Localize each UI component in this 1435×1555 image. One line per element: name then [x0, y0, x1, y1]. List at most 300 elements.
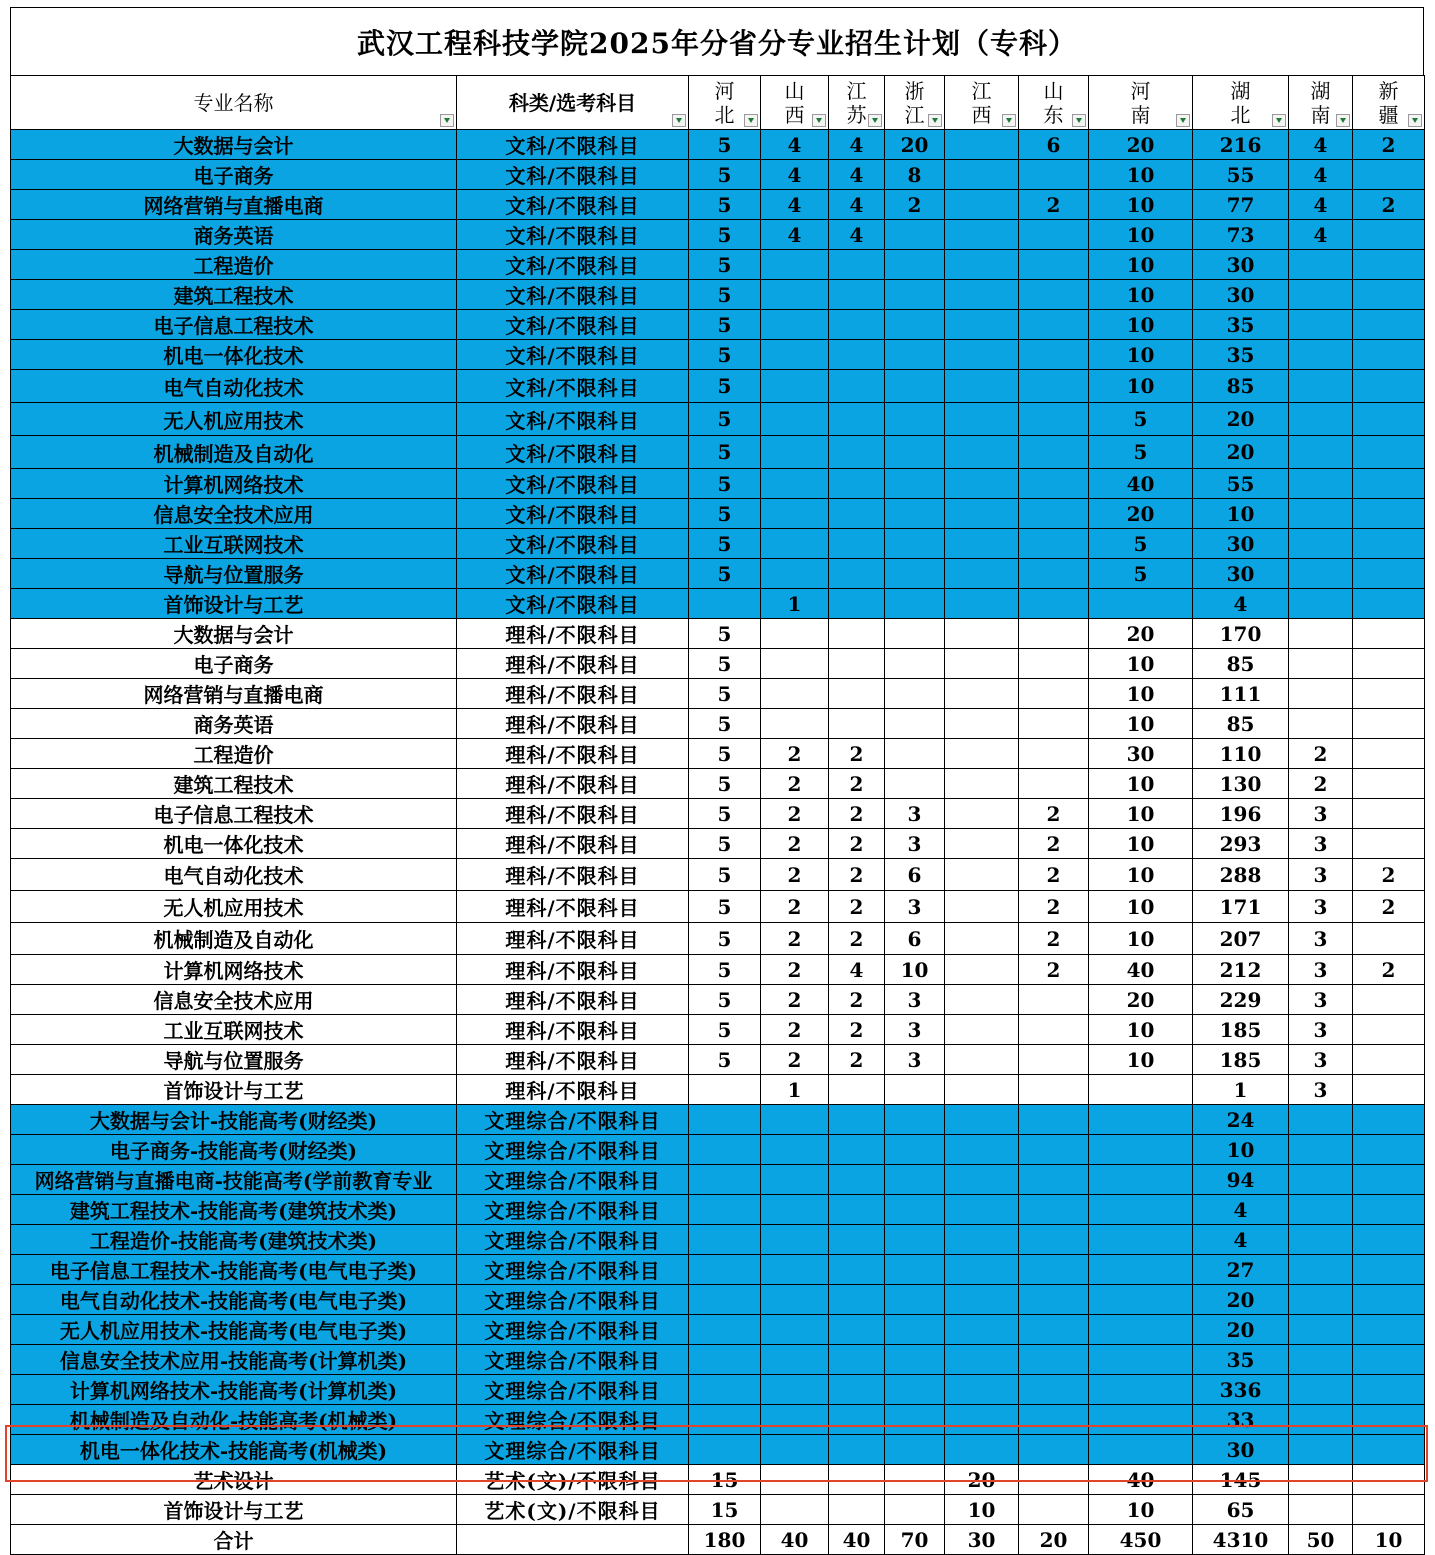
quota-cell[interactable]	[945, 280, 1019, 310]
quota-cell[interactable]: 40	[1089, 955, 1193, 985]
quota-cell[interactable]	[945, 709, 1019, 739]
quota-cell[interactable]	[885, 649, 945, 679]
category-cell[interactable]: 理科/不限科目	[457, 679, 689, 709]
quota-cell[interactable]: 2	[761, 859, 829, 891]
quota-cell[interactable]	[1289, 250, 1353, 280]
quota-cell[interactable]	[1089, 1135, 1193, 1165]
quota-cell[interactable]	[945, 403, 1019, 436]
quota-cell[interactable]	[1353, 985, 1425, 1015]
quota-cell[interactable]	[1353, 529, 1425, 559]
quota-cell[interactable]: 2	[829, 859, 885, 891]
quota-cell[interactable]: 5	[689, 340, 761, 370]
quota-cell[interactable]: 110	[1193, 739, 1289, 769]
quota-cell[interactable]	[689, 1345, 761, 1375]
quota-cell[interactable]	[945, 130, 1019, 160]
quota-cell[interactable]	[1019, 1105, 1089, 1135]
quota-cell[interactable]: 185	[1193, 1015, 1289, 1045]
quota-cell[interactable]	[1289, 1105, 1353, 1135]
quota-cell[interactable]	[829, 1135, 885, 1165]
quota-cell[interactable]: 5	[689, 859, 761, 891]
quota-cell[interactable]: 6	[885, 923, 945, 955]
quota-cell[interactable]	[1019, 679, 1089, 709]
quota-cell[interactable]: 216	[1193, 130, 1289, 160]
quota-cell[interactable]	[885, 1165, 945, 1195]
quota-cell[interactable]	[1353, 1255, 1425, 1285]
quota-cell[interactable]: 10	[1089, 1495, 1193, 1525]
quota-cell[interactable]: 293	[1193, 829, 1289, 859]
major-name-cell[interactable]: 电子商务	[11, 160, 457, 190]
quota-cell[interactable]	[885, 739, 945, 769]
quota-cell[interactable]: 77	[1193, 190, 1289, 220]
quota-cell[interactable]	[1089, 1105, 1193, 1135]
quota-cell[interactable]	[885, 340, 945, 370]
quota-cell[interactable]: 6	[1019, 130, 1089, 160]
quota-cell[interactable]: 10	[1193, 1135, 1289, 1165]
quota-cell[interactable]	[1019, 469, 1089, 499]
quota-cell[interactable]: 20	[945, 1465, 1019, 1495]
quota-cell[interactable]	[1353, 799, 1425, 829]
quota-cell[interactable]	[885, 1375, 945, 1405]
category-cell[interactable]: 理科/不限科目	[457, 891, 689, 923]
quota-cell[interactable]: 5	[689, 829, 761, 859]
quota-cell[interactable]	[1089, 1375, 1193, 1405]
quota-cell[interactable]	[761, 340, 829, 370]
quota-cell[interactable]: 4	[761, 220, 829, 250]
quota-cell[interactable]: 2	[761, 739, 829, 769]
quota-cell[interactable]: 4	[1193, 1195, 1289, 1225]
quota-cell[interactable]	[1289, 1195, 1353, 1225]
quota-cell[interactable]	[1353, 589, 1425, 619]
quota-cell[interactable]	[761, 1255, 829, 1285]
category-cell[interactable]: 文科/不限科目	[457, 190, 689, 220]
quota-cell[interactable]	[1019, 1435, 1089, 1465]
quota-cell[interactable]	[885, 1255, 945, 1285]
quota-cell[interactable]: 10	[1089, 649, 1193, 679]
quota-cell[interactable]	[1019, 1315, 1089, 1345]
category-cell[interactable]: 理科/不限科目	[457, 955, 689, 985]
quota-cell[interactable]: 5	[689, 403, 761, 436]
quota-cell[interactable]	[829, 1345, 885, 1375]
quota-cell[interactable]: 2	[1353, 859, 1425, 891]
quota-cell[interactable]	[1089, 589, 1193, 619]
quota-cell[interactable]	[1353, 1015, 1425, 1045]
major-name-cell[interactable]: 机械制造及自动化-技能高考(机械类)	[11, 1405, 457, 1435]
quota-cell[interactable]: 5	[689, 280, 761, 310]
filter-dropdown-icon[interactable]	[744, 114, 758, 127]
category-cell[interactable]: 文科/不限科目	[457, 436, 689, 469]
major-name-cell[interactable]: 大数据与会计	[11, 619, 457, 649]
quota-cell[interactable]	[1353, 160, 1425, 190]
quota-cell[interactable]: 4	[1289, 130, 1353, 160]
quota-cell[interactable]	[885, 619, 945, 649]
category-cell[interactable]: 文理综合/不限科目	[457, 1315, 689, 1345]
quota-cell[interactable]: 450	[1089, 1525, 1193, 1555]
quota-cell[interactable]: 2	[1019, 891, 1089, 923]
quota-cell[interactable]	[1289, 559, 1353, 589]
quota-cell[interactable]	[1289, 1285, 1353, 1315]
major-name-cell[interactable]: 工业互联网技术	[11, 1015, 457, 1045]
quota-cell[interactable]	[885, 769, 945, 799]
quota-cell[interactable]: 30	[1089, 739, 1193, 769]
quota-cell[interactable]: 2	[761, 985, 829, 1015]
category-cell[interactable]: 理科/不限科目	[457, 619, 689, 649]
major-name-cell[interactable]: 无人机应用技术	[11, 891, 457, 923]
quota-cell[interactable]	[1089, 1165, 1193, 1195]
quota-cell[interactable]	[1353, 220, 1425, 250]
quota-cell[interactable]: 20	[1193, 1285, 1289, 1315]
quota-cell[interactable]: 10	[1089, 923, 1193, 955]
quota-cell[interactable]	[885, 469, 945, 499]
quota-cell[interactable]: 40	[1089, 1465, 1193, 1495]
category-cell[interactable]: 艺术(文)/不限科目	[457, 1495, 689, 1525]
quota-cell[interactable]: 3	[885, 1045, 945, 1075]
quota-cell[interactable]: 2	[761, 891, 829, 923]
quota-cell[interactable]: 5	[689, 679, 761, 709]
quota-cell[interactable]: 30	[1193, 1435, 1289, 1465]
quota-cell[interactable]	[1019, 1075, 1089, 1105]
quota-cell[interactable]	[945, 649, 1019, 679]
quota-cell[interactable]	[1353, 403, 1425, 436]
major-name-cell[interactable]: 导航与位置服务	[11, 1045, 457, 1075]
quota-cell[interactable]: 5	[689, 436, 761, 469]
quota-cell[interactable]	[945, 1315, 1019, 1345]
quota-cell[interactable]: 171	[1193, 891, 1289, 923]
quota-cell[interactable]	[761, 1405, 829, 1435]
quota-cell[interactable]	[761, 499, 829, 529]
quota-cell[interactable]	[1289, 403, 1353, 436]
quota-cell[interactable]	[1353, 769, 1425, 799]
quota-cell[interactable]	[761, 649, 829, 679]
quota-cell[interactable]: 10	[1089, 709, 1193, 739]
quota-cell[interactable]	[1353, 1285, 1425, 1315]
quota-cell[interactable]: 10	[885, 955, 945, 985]
quota-cell[interactable]	[885, 1225, 945, 1255]
major-name-cell[interactable]: 艺术设计	[11, 1465, 457, 1495]
quota-cell[interactable]	[1353, 829, 1425, 859]
quota-cell[interactable]	[945, 769, 1019, 799]
quota-cell[interactable]	[761, 1465, 829, 1495]
quota-cell[interactable]: 10	[1089, 859, 1193, 891]
quota-cell[interactable]: 15	[689, 1495, 761, 1525]
quota-cell[interactable]	[761, 709, 829, 739]
quota-cell[interactable]: 3	[1289, 985, 1353, 1015]
quota-cell[interactable]	[761, 1225, 829, 1255]
major-name-cell[interactable]: 合计	[11, 1525, 457, 1555]
quota-cell[interactable]: 2	[1019, 923, 1089, 955]
quota-cell[interactable]	[689, 1195, 761, 1225]
quota-cell[interactable]	[885, 370, 945, 403]
quota-cell[interactable]	[829, 1075, 885, 1105]
quota-cell[interactable]	[1289, 499, 1353, 529]
quota-cell[interactable]	[689, 1135, 761, 1165]
quota-cell[interactable]: 5	[689, 469, 761, 499]
major-name-cell[interactable]: 电子信息工程技术	[11, 799, 457, 829]
major-name-cell[interactable]: 首饰设计与工艺	[11, 1075, 457, 1105]
quota-cell[interactable]	[829, 649, 885, 679]
quota-cell[interactable]	[689, 1075, 761, 1105]
quota-cell[interactable]: 10	[1089, 220, 1193, 250]
quota-cell[interactable]	[1019, 1495, 1089, 1525]
quota-cell[interactable]	[689, 1105, 761, 1135]
quota-cell[interactable]	[885, 1435, 945, 1465]
quota-cell[interactable]: 3	[1289, 891, 1353, 923]
quota-cell[interactable]	[1289, 709, 1353, 739]
category-cell[interactable]: 理科/不限科目	[457, 709, 689, 739]
major-name-cell[interactable]: 工业互联网技术	[11, 529, 457, 559]
quota-cell[interactable]: 10	[945, 1495, 1019, 1525]
quota-cell[interactable]	[945, 1225, 1019, 1255]
quota-cell[interactable]: 180	[689, 1525, 761, 1555]
quota-cell[interactable]	[1019, 499, 1089, 529]
quota-cell[interactable]	[945, 1285, 1019, 1315]
quota-cell[interactable]: 2	[1019, 799, 1089, 829]
major-name-cell[interactable]: 计算机网络技术-技能高考(计算机类)	[11, 1375, 457, 1405]
quota-cell[interactable]	[689, 1255, 761, 1285]
quota-cell[interactable]	[945, 310, 1019, 340]
quota-cell[interactable]: 10	[1089, 891, 1193, 923]
quota-cell[interactable]: 196	[1193, 799, 1289, 829]
quota-cell[interactable]	[945, 370, 1019, 403]
quota-cell[interactable]: 5	[689, 739, 761, 769]
quota-cell[interactable]	[1289, 1255, 1353, 1285]
category-cell[interactable]: 艺术(文)/不限科目	[457, 1465, 689, 1495]
quota-cell[interactable]	[829, 436, 885, 469]
quota-cell[interactable]: 94	[1193, 1165, 1289, 1195]
quota-cell[interactable]: 3	[1289, 1075, 1353, 1105]
quota-cell[interactable]	[1019, 1465, 1089, 1495]
quota-cell[interactable]: 73	[1193, 220, 1289, 250]
quota-cell[interactable]	[1353, 1405, 1425, 1435]
major-name-cell[interactable]: 建筑工程技术-技能高考(建筑技术类)	[11, 1195, 457, 1225]
quota-cell[interactable]	[1019, 529, 1089, 559]
category-cell[interactable]: 文理综合/不限科目	[457, 1345, 689, 1375]
quota-cell[interactable]	[1353, 1315, 1425, 1345]
major-name-cell[interactable]: 网络营销与直播电商-技能高考(学前教育专业	[11, 1165, 457, 1195]
quota-cell[interactable]	[945, 829, 1019, 859]
quota-cell[interactable]	[1353, 1135, 1425, 1165]
category-cell[interactable]: 文科/不限科目	[457, 589, 689, 619]
category-cell[interactable]: 理科/不限科目	[457, 1075, 689, 1105]
quota-cell[interactable]: 2	[761, 923, 829, 955]
category-cell[interactable]: 文科/不限科目	[457, 160, 689, 190]
quota-cell[interactable]: 10	[1089, 190, 1193, 220]
quota-cell[interactable]	[885, 1465, 945, 1495]
quota-cell[interactable]	[1289, 679, 1353, 709]
quota-cell[interactable]	[761, 1495, 829, 1525]
quota-cell[interactable]	[689, 1315, 761, 1345]
quota-cell[interactable]	[761, 1345, 829, 1375]
quota-cell[interactable]	[1019, 649, 1089, 679]
category-cell[interactable]: 文科/不限科目	[457, 469, 689, 499]
quota-cell[interactable]	[1353, 739, 1425, 769]
quota-cell[interactable]	[945, 499, 1019, 529]
quota-cell[interactable]	[1353, 619, 1425, 649]
quota-cell[interactable]	[945, 1375, 1019, 1405]
category-cell[interactable]: 文理综合/不限科目	[457, 1105, 689, 1135]
quota-cell[interactable]: 5	[689, 310, 761, 340]
quota-cell[interactable]	[1289, 1165, 1353, 1195]
quota-cell[interactable]: 229	[1193, 985, 1289, 1015]
quota-cell[interactable]	[885, 1345, 945, 1375]
category-cell[interactable]: 文科/不限科目	[457, 340, 689, 370]
filter-dropdown-icon[interactable]	[1072, 114, 1086, 127]
quota-cell[interactable]: 30	[1193, 529, 1289, 559]
quota-cell[interactable]: 3	[1289, 1045, 1353, 1075]
filter-dropdown-icon[interactable]	[440, 114, 454, 127]
quota-cell[interactable]	[1019, 1225, 1089, 1255]
quota-cell[interactable]: 10	[1353, 1525, 1425, 1555]
quota-cell[interactable]: 40	[761, 1525, 829, 1555]
quota-cell[interactable]: 3	[885, 829, 945, 859]
quota-cell[interactable]: 111	[1193, 679, 1289, 709]
quota-cell[interactable]: 145	[1193, 1465, 1289, 1495]
quota-cell[interactable]	[885, 1105, 945, 1135]
quota-cell[interactable]: 20	[1089, 130, 1193, 160]
quota-cell[interactable]	[761, 280, 829, 310]
quota-cell[interactable]: 3	[1289, 859, 1353, 891]
quota-cell[interactable]	[1019, 985, 1089, 1015]
quota-cell[interactable]: 40	[829, 1525, 885, 1555]
quota-cell[interactable]	[945, 1015, 1019, 1045]
quota-cell[interactable]: 5	[689, 709, 761, 739]
category-cell[interactable]: 文科/不限科目	[457, 529, 689, 559]
quota-cell[interactable]	[829, 1165, 885, 1195]
quota-cell[interactable]	[1089, 1075, 1193, 1105]
quota-cell[interactable]: 30	[1193, 280, 1289, 310]
quota-cell[interactable]	[1019, 1015, 1089, 1045]
quota-cell[interactable]: 4	[829, 160, 885, 190]
quota-cell[interactable]: 4	[829, 130, 885, 160]
major-name-cell[interactable]: 网络营销与直播电商	[11, 190, 457, 220]
major-name-cell[interactable]: 电气自动化技术	[11, 859, 457, 891]
quota-cell[interactable]	[1289, 619, 1353, 649]
quota-cell[interactable]	[829, 469, 885, 499]
quota-cell[interactable]	[885, 436, 945, 469]
quota-cell[interactable]	[885, 280, 945, 310]
quota-cell[interactable]	[1353, 340, 1425, 370]
quota-cell[interactable]: 2	[761, 799, 829, 829]
quota-cell[interactable]	[1353, 1045, 1425, 1075]
quota-cell[interactable]: 185	[1193, 1045, 1289, 1075]
quota-cell[interactable]	[1353, 1075, 1425, 1105]
quota-cell[interactable]	[761, 370, 829, 403]
quota-cell[interactable]: 2	[829, 829, 885, 859]
quota-cell[interactable]: 2	[829, 739, 885, 769]
quota-cell[interactable]	[1019, 1345, 1089, 1375]
quota-cell[interactable]	[885, 250, 945, 280]
quota-cell[interactable]: 5	[689, 529, 761, 559]
quota-cell[interactable]	[1353, 1495, 1425, 1525]
quota-cell[interactable]	[829, 1255, 885, 1285]
quota-cell[interactable]: 2	[829, 923, 885, 955]
quota-cell[interactable]	[1353, 1165, 1425, 1195]
quota-cell[interactable]	[1289, 469, 1353, 499]
quota-cell[interactable]: 30	[1193, 250, 1289, 280]
quota-cell[interactable]: 65	[1193, 1495, 1289, 1525]
quota-cell[interactable]	[1019, 769, 1089, 799]
major-name-cell[interactable]: 大数据与会计	[11, 130, 457, 160]
quota-cell[interactable]: 5	[689, 559, 761, 589]
quota-cell[interactable]	[1353, 310, 1425, 340]
quota-cell[interactable]: 4	[761, 190, 829, 220]
quota-cell[interactable]	[885, 310, 945, 340]
category-cell[interactable]: 文科/不限科目	[457, 370, 689, 403]
quota-cell[interactable]: 5	[689, 160, 761, 190]
quota-cell[interactable]: 20	[1193, 403, 1289, 436]
quota-cell[interactable]	[829, 1315, 885, 1345]
category-cell[interactable]: 文科/不限科目	[457, 220, 689, 250]
quota-cell[interactable]: 10	[1089, 799, 1193, 829]
quota-cell[interactable]	[945, 1165, 1019, 1195]
quota-cell[interactable]	[885, 679, 945, 709]
quota-cell[interactable]: 20	[1089, 499, 1193, 529]
quota-cell[interactable]	[945, 1345, 1019, 1375]
major-name-cell[interactable]: 电子信息工程技术-技能高考(电气电子类)	[11, 1255, 457, 1285]
major-name-cell[interactable]: 机电一体化技术	[11, 829, 457, 859]
quota-cell[interactable]	[1019, 739, 1089, 769]
quota-cell[interactable]: 2	[761, 829, 829, 859]
quota-cell[interactable]: 5	[689, 985, 761, 1015]
quota-cell[interactable]	[1289, 370, 1353, 403]
quota-cell[interactable]	[829, 589, 885, 619]
quota-cell[interactable]	[945, 250, 1019, 280]
quota-cell[interactable]	[829, 1495, 885, 1525]
major-name-cell[interactable]: 电子商务	[11, 649, 457, 679]
quota-cell[interactable]	[689, 1405, 761, 1435]
quota-cell[interactable]: 5	[689, 955, 761, 985]
quota-cell[interactable]	[945, 469, 1019, 499]
quota-cell[interactable]	[829, 1405, 885, 1435]
major-name-cell[interactable]: 工程造价-技能高考(建筑技术类)	[11, 1225, 457, 1255]
quota-cell[interactable]: 3	[885, 985, 945, 1015]
category-cell[interactable]: 文科/不限科目	[457, 559, 689, 589]
quota-cell[interactable]	[945, 589, 1019, 619]
quota-cell[interactable]	[945, 1045, 1019, 1075]
quota-cell[interactable]	[1089, 1195, 1193, 1225]
quota-cell[interactable]	[761, 559, 829, 589]
quota-cell[interactable]	[1019, 559, 1089, 589]
quota-cell[interactable]: 20	[1089, 619, 1193, 649]
category-cell[interactable]: 理科/不限科目	[457, 799, 689, 829]
quota-cell[interactable]	[1353, 436, 1425, 469]
quota-cell[interactable]: 3	[1289, 923, 1353, 955]
quota-cell[interactable]	[761, 529, 829, 559]
quota-cell[interactable]	[1289, 1375, 1353, 1405]
quota-cell[interactable]: 8	[885, 160, 945, 190]
quota-cell[interactable]	[1089, 1345, 1193, 1375]
quota-cell[interactable]	[1019, 310, 1089, 340]
quota-cell[interactable]	[945, 190, 1019, 220]
quota-cell[interactable]	[1019, 1135, 1089, 1165]
quota-cell[interactable]	[1353, 923, 1425, 955]
quota-cell[interactable]: 10	[1089, 1045, 1193, 1075]
quota-cell[interactable]: 2	[829, 799, 885, 829]
quota-cell[interactable]: 15	[689, 1465, 761, 1495]
quota-cell[interactable]: 2	[1353, 955, 1425, 985]
quota-cell[interactable]	[1353, 1375, 1425, 1405]
quota-cell[interactable]: 6	[885, 859, 945, 891]
major-name-cell[interactable]: 计算机网络技术	[11, 955, 457, 985]
category-cell[interactable]: 理科/不限科目	[457, 649, 689, 679]
quota-cell[interactable]	[1019, 1405, 1089, 1435]
quota-cell[interactable]	[1353, 280, 1425, 310]
quota-cell[interactable]	[829, 1285, 885, 1315]
quota-cell[interactable]	[945, 891, 1019, 923]
quota-cell[interactable]: 3	[1289, 829, 1353, 859]
quota-cell[interactable]: 2	[1353, 891, 1425, 923]
quota-cell[interactable]	[829, 370, 885, 403]
quota-cell[interactable]	[1289, 1435, 1353, 1465]
